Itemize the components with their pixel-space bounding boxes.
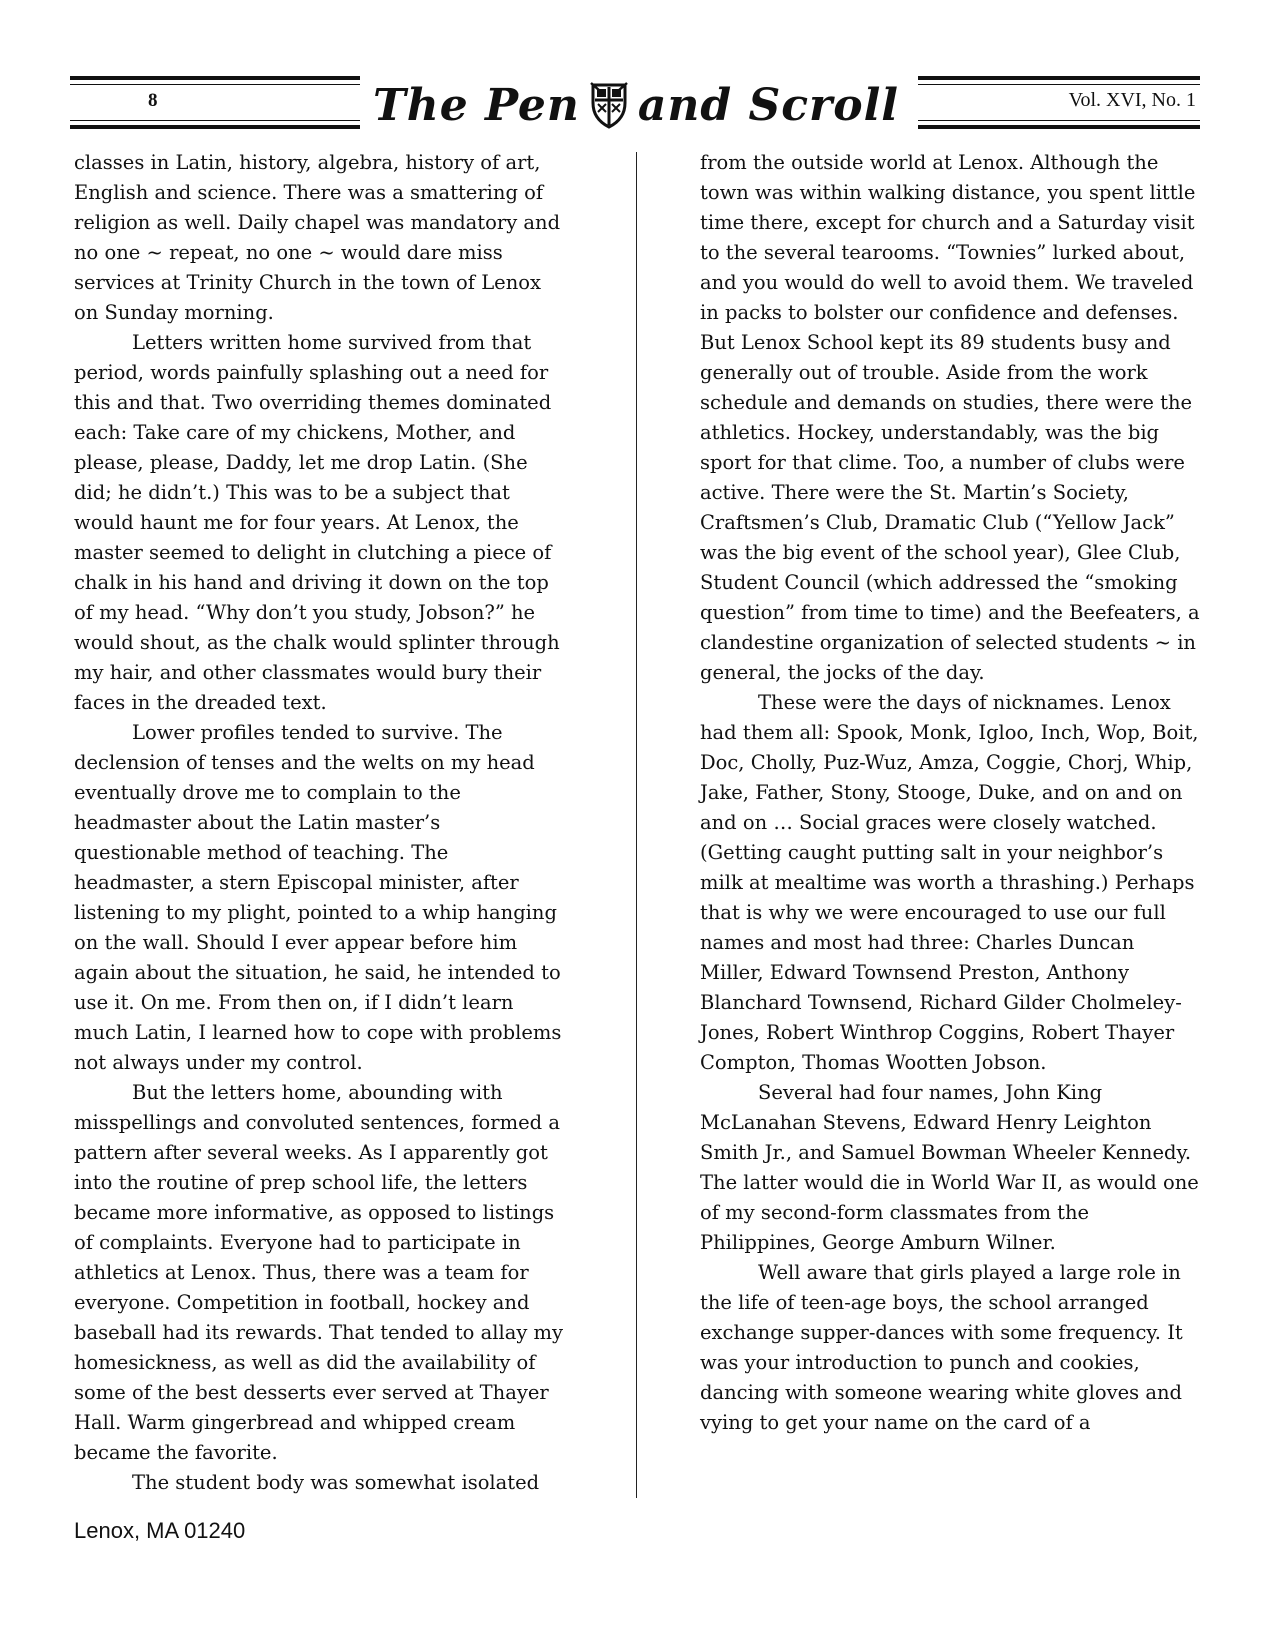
column-divider [636,152,637,1498]
paragraph: These were the days of nicknames. Lenox had them all: Spook, Monk, Igloo, Inch, Wop, Boit, Doc, Cholly, Puz-Wuz, Amza, Coggie, Chorj, Whip, Jake, Father, Stony, Stooge, Duke, and on and on and on … Social graces were closely watched. (Getting caught putting salt in your neighbor’s milk at mealtime was worth a thrashing.) Perhaps that is why we were encouraged to use our full names and most had three: Charles Duncan Miller, Edward Townsend Preston, Anthony Blanchard Townsend, Richard Gilder Cholmeley-Jones, Robert Winthrop Coggins, Robert Thayer Compton, Thomas Wootten Jobson. [700,691,1199,1074]
title-part-1: The Pen [372,79,580,131]
paragraph: Letters written home survived from that period, words painfully splashing out a need for this and that. Two overriding themes dominated each: Take care of my chickens, Mother, and please, please, Daddy, let me drop Latin. (She did; he didn’t.) This was to be a subject that would haunt me for four years. At Lenox, the master seemed to delight in clutching a piece of chalk in his hand and driving it down on the top of my head. “Why don’t you study, Jobson?” he would shout, as the chalk would splinter through my hair, and other classmates would bury their faces in the dreaded text. [74,331,560,714]
volume-issue: Vol. XVI, No. 1 [1068,89,1196,111]
paragraph: Lower profiles tended to survive. The declension of tenses and the welts on my head eventually drove me to complain to the headmaster about the Latin master’s questionable method of teaching. The headmaster, a stern Episcopal minister, after listening to my plight, pointed to a whip hanging on the wall. Should I ever appear before him again about the situation, he said, he intended to use it. On me. From then on, if I didn’t learn much Latin, I learned how to cope with problems not always under my control. [74,721,562,1074]
paragraph: But the letters home, abounding with misspellings and convoluted sentences, formed a pattern after several weeks. As I apparently got into the routine of prep school life, the letters became more informative, as opposed to listings of complaints. Everyone had to participate in athletics at Lenox. Thus, there was a team for everyone. Competition in football, hockey and baseball had its rewards. That tended to allay my homesickness, as well as did the availability of some of the best desserts ever served at Thayer Hall. Warm gingerbread and whipped cream became the favorite. [74,1081,564,1464]
newsletter-title [364,72,908,138]
paragraph: Several had four names, John King McLanahan Stevens, Edward Henry Leighton Smith Jr., and Samuel Bowman Wheeler Kennedy. The latter would die in World War II, as would one of my second-form classmates from the Philippines, George Amburn Wilner. [700,1081,1199,1254]
paragraph: Well aware that girls played a large role in the life of teen-age boys, the school arranged exchange supper-dances with some frequency. It was your introduction to punch and cookies, dancing with someone wearing white gloves and vying to get your name on the card of a [700,1261,1183,1434]
title-part-2: and Scroll [637,79,900,131]
masthead-rules-right [918,76,1200,128]
article-column-left [74,148,570,1498]
footer-address: Lenox, MA 01240 [74,1518,246,1543]
article-column-right [700,148,1200,1438]
masthead [70,72,1200,138]
crest-icon [590,81,628,129]
paragraph: from the outside world at Lenox. Although the town was within walking distance, you spent little time there, except for church and a Saturday visit to the several tearooms. “Townies” lurked about, and you would do well to avoid them. We traveled in packs to bolster our confidence and defenses. But Lenox School kept its 89 students busy and generally out of trouble. Aside from the work schedule and demands on studies, there were the athletics. Hockey, understandably, was the big sport for that clime. Too, a number of clubs were active. There were the St. Martin’s Society, Craftsmen’s Club, Dramatic Club (“Yellow Jack” was the big event of the school year), Glee Club, Student Council (which addressed the “smoking question” from time to time) and the Beefeaters, a clandestine organization of selected students ~ in general, the jocks of the day. [700,151,1200,684]
paragraph: The student body was somewhat isolated [132,1471,540,1494]
page-number: 8 [148,90,158,111]
masthead-rules-left [70,76,360,128]
paragraph: classes in Latin, history, algebra, history of art, English and science. There was a smattering of religion as well. Daily chapel was mandatory and no one ~ repeat, no one ~ would dare miss services at Trinity Church in the town of Lenox on Sunday morning. [74,151,561,324]
